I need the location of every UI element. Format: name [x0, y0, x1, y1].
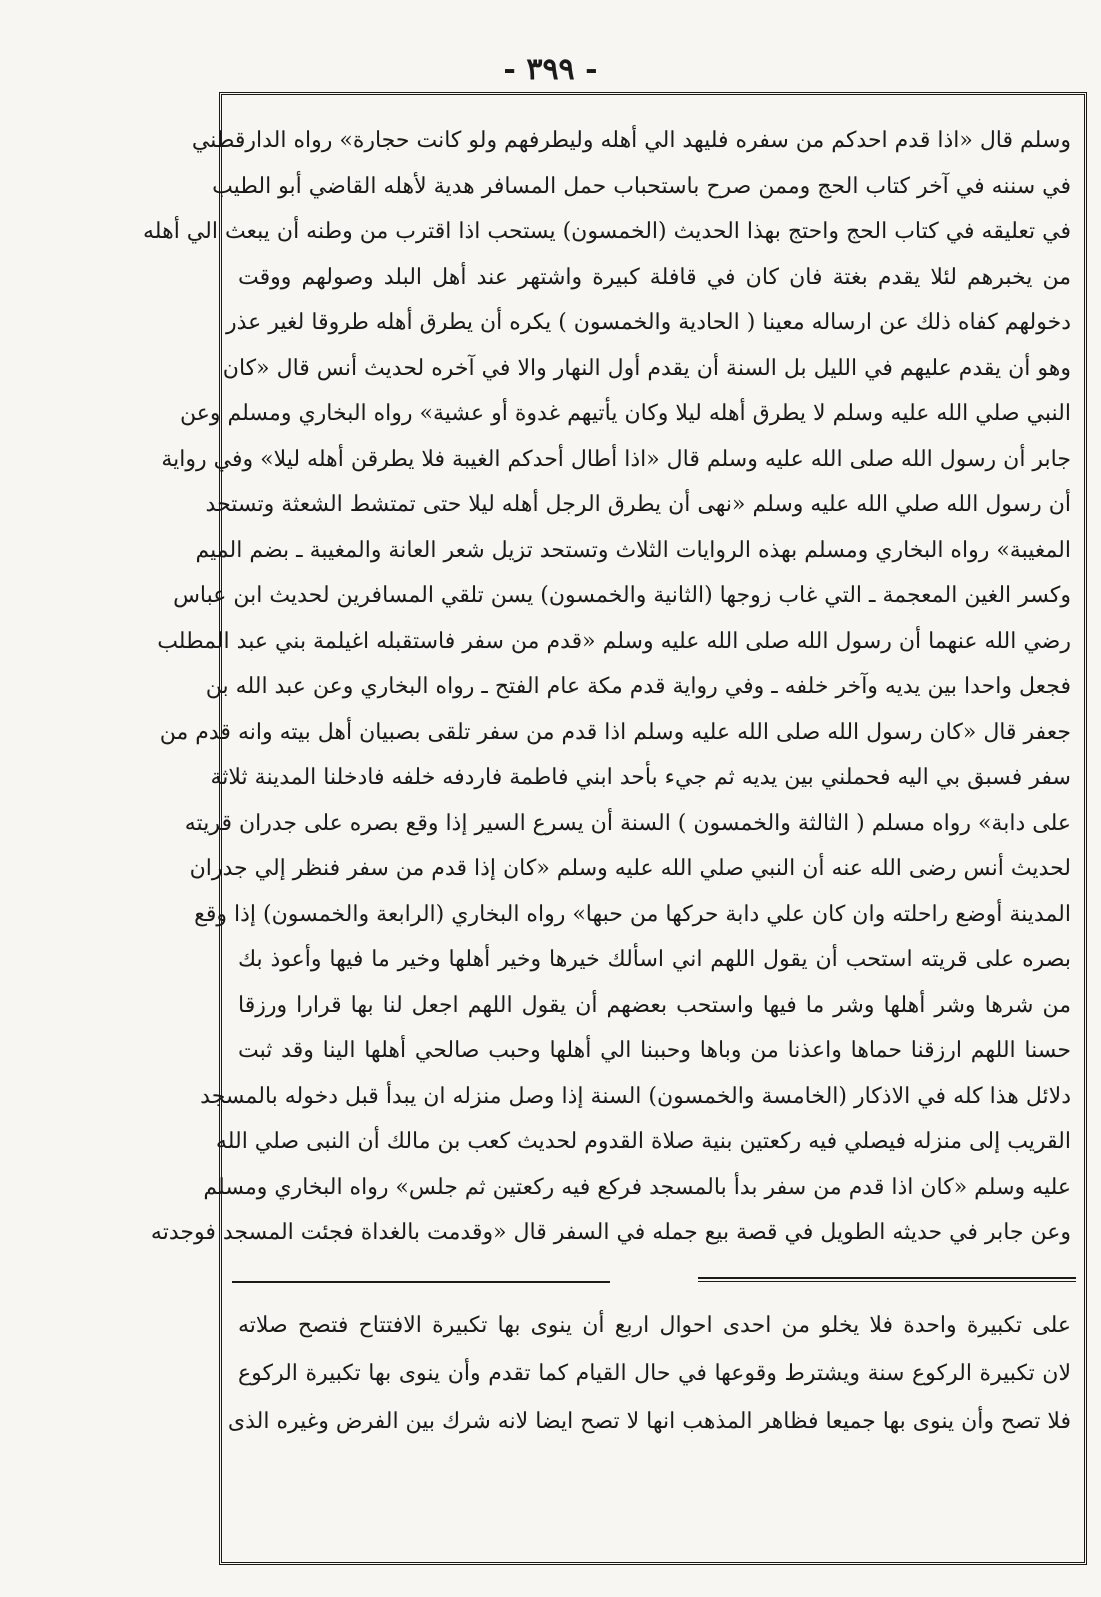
separator-rule-right [698, 1277, 1076, 1282]
text-line: جابر أن رسول الله صلى الله عليه وسلم قال «اذا أطال أحدكم الغيبة فلا يطرقن أهله ليلا» وفي رواية [161, 446, 1071, 472]
text-line: وسلم قال «اذا قدم احدكم من سفره فليهد الي أهله وليطرفهم ولو كانت حجارة» رواه الدارقطني [191, 128, 1071, 153]
text-line: النبي صلي الله عليه وسلم لا يطرق أهله ليلا وكان يأتيهم غدوة أو عشية» رواه البخاري ومسلم وعن [180, 401, 1071, 426]
text-line: رضي الله عنهما أن رسول الله صلى الله عليه وسلم «قدم من سفر فاستقبله اغيلمة بني عبد المطلب [157, 628, 1071, 654]
text-line: دلائل هذا كله في الاذكار (الخامسة والخمسون) السنة إذا وصل منزله ان يبدأ قبل دخوله بالمسجد [200, 1083, 1071, 1109]
page-number: - ٣٩٩ - [503, 52, 598, 87]
text-line: حسنا اللهم ارزقنا حماها واعذنا من وباها وحببنا الي أهلها وحبب صالحي أهلها الينا وقد ثبت [238, 1038, 1071, 1063]
text-line: القريب إلى منزله فيصلي فيه ركعتين بنية صلاة القدوم لحديث كعب بن مالك أن النبى صلي الله [215, 1129, 1071, 1154]
main-text [143, 118, 1071, 1256]
text-line: من شرها وشر أهلها وشر ما فيها واستحب بعضهم أن يقول اللهم اجعل لنا بها قرارا ورزقا [238, 992, 1071, 1018]
text-line: وهو أن يقدم عليهم في الليل بل السنة أن يقدم أول النهار والا في آخره لحديث أنس قال «كان [222, 355, 1071, 381]
text-line: وكسر الغين المعجمة ـ التي غاب زوجها (الثانية والخمسون) يسن تلقي المسافرين لحديث ابن عباس [173, 583, 1071, 608]
text-line: أن رسول الله صلي الله عليه وسلم «نهى أن يطرق الرجل أهله ليلا حتى تمتشط الشعثة وتستحد [205, 492, 1071, 517]
text-line: فجعل واحدا بين يديه وآخر خلفه ـ وفي رواية قدم مكة عام الفتح ـ رواه البخاري وعن عبد الله بن [205, 674, 1071, 699]
text-line: من يخبرهم لئلا يقدم بغتة فان كان في قافلة كبيرة واشتهر عند أهل البلد وصولهم ووقت [238, 264, 1071, 290]
text-line: بصره على قريته استحب أن يقول اللهم اني اسألك خيرها وخير أهلها وخير ما فيها وأعوذ بك [238, 947, 1071, 972]
text-line: المغيبة» رواه البخاري ومسلم بهذه الروايات الثلاث وتستحد تزيل شعر العانة والمغيبة ـ بضم الميم [195, 537, 1071, 563]
footnote-line: على تكبيرة واحدة فلا يخلو من احدى احوال اربع أن ينوى بها تكبيرة الافتتاح فتصح صلاته [238, 1313, 1071, 1338]
text-line: في تعليقه في كتاب الحج واحتج بهذا الحديث (الخمسون) يستحب اذا اقترب من وطنه أن يبعث الي أهله [143, 219, 1071, 244]
text-line: المدينة أوضع راحلته وان كان علي دابة حركها من حبها» رواه البخاري (الرابعة والخمسون) إذا وقع [194, 901, 1071, 927]
footnote-separator [232, 1277, 1076, 1293]
text-line: عليه وسلم «كان اذا قدم من سفر بدأ بالمسجد فركع فيه ركعتين ثم جلس» رواه البخاري ومسلم [203, 1174, 1071, 1200]
footnote-text [227, 1302, 1071, 1446]
footnote-line: فلا تصح وأن ينوى بها جميعا فظاهر المذهب انها لا تصح ايضا لانه شرك بين الفرض وغيره الذى [227, 1409, 1071, 1434]
separator-rule-left [232, 1281, 610, 1283]
text-line: وعن جابر في حديثه الطويل في قصة بيع جمله في السفر قال «وقدمت بالغداة فجئت المسجد فوجدته [150, 1220, 1071, 1245]
text-line: على دابة» رواه مسلم ( الثالثة والخمسون ) السنة أن يسرع السير إذا وقع بصره على جدران قريته [184, 810, 1071, 836]
text-line: جعفر قال «كان رسول الله صلى الله عليه وسلم اذا قدم من سفر تلقى بصبيان أهل بيته وانه قدم من [159, 719, 1071, 745]
text-line: سفر فسبق بي اليه فحملني بين يديه ثم جيء بأحد ابني فاطمة فاردفه خلفه فادخلنا المدينة ثلاثة [210, 765, 1071, 790]
text-line: دخولهم كفاه ذلك عن ارساله معينا ( الحادية والخمسون ) يكره أن يطرق أهله طروقا لغير عذر [225, 310, 1071, 335]
text-line: لحديث أنس رضى الله عنه أن النبي صلي الله عليه وسلم «كان إذا قدم من سفر فنظر إلي جدران [189, 856, 1071, 881]
text-line: في سننه في آخر كتاب الحج وممن صرح باستحباب حمل المسافر هدية لأهله القاضي أبو الطيب [212, 173, 1071, 199]
footnote-line: لان تكبيرة الركوع سنة ويشترط وقوعها في حال القيام كما تقدم وأن ينوى بها تكبيرة الركوع [238, 1361, 1071, 1386]
